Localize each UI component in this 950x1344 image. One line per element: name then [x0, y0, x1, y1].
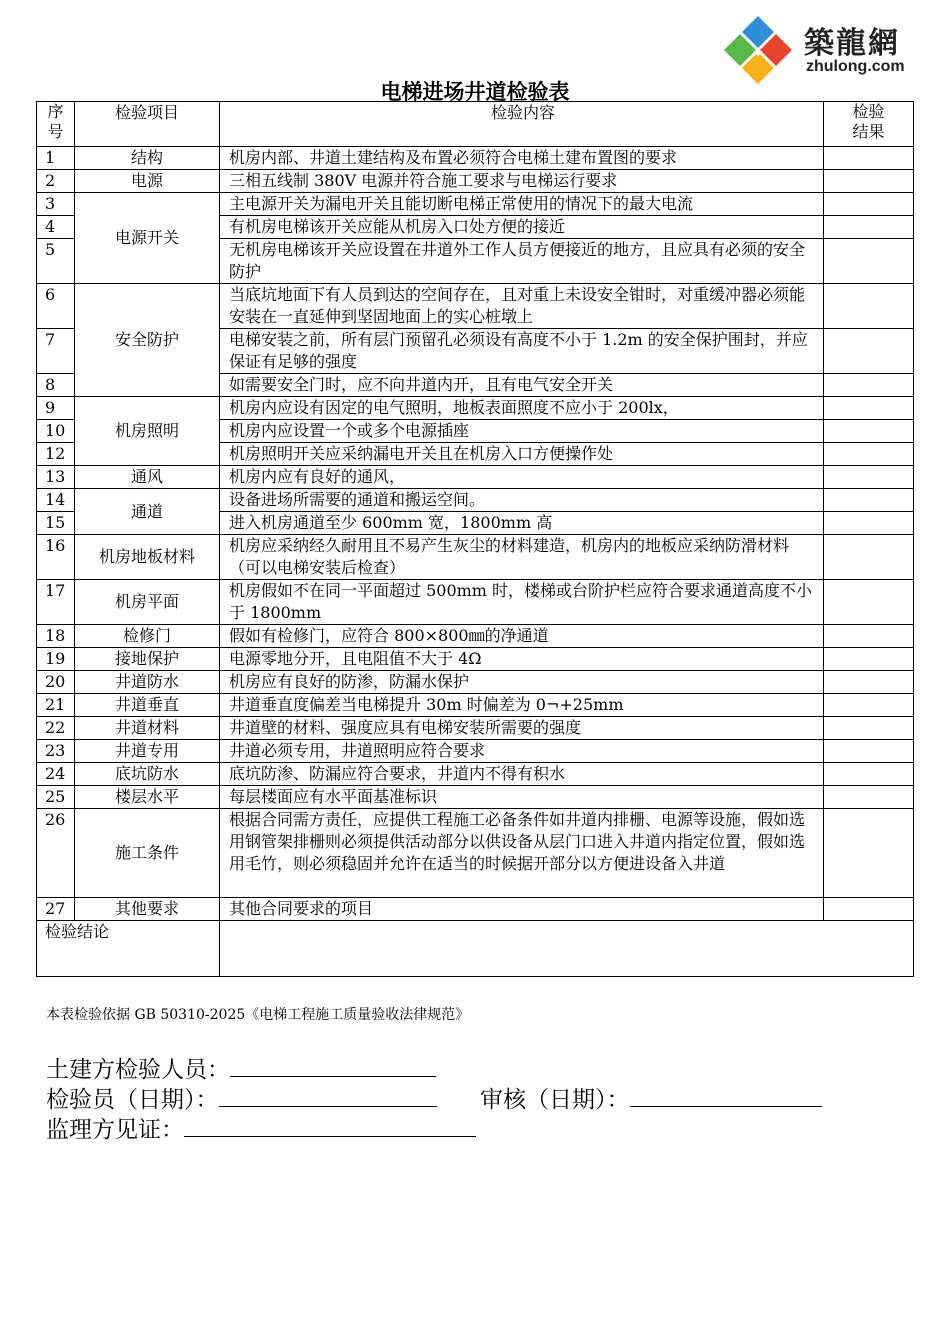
- inspection-result-cell[interactable]: [824, 239, 914, 284]
- table-row: [37, 535, 914, 580]
- inspection-content: 机房假如不在同一平面超过 500mm 时，楼梯或台阶护栏应符合要求通道高度不小于 1800mm: [220, 580, 824, 625]
- row-number: 22: [37, 717, 75, 740]
- inspection-content: 电梯安装之前，所有层门预留孔必须设有高度不小于 1.2m 的安全保护围封，并应保证有足够的强度: [220, 329, 824, 374]
- logo-site-text: zhulong.com: [806, 58, 905, 75]
- inspection-content: 有机房电梯该开关应能从机房入口处方便的接近: [220, 216, 824, 239]
- row-number: 7: [37, 329, 75, 374]
- supervisor-signature-field[interactable]: [184, 1114, 476, 1137]
- inspection-content: 三相五线制 380V 电源并符合施工要求与电梯运行要求: [220, 170, 824, 193]
- inspection-item: 机房平面: [75, 580, 220, 625]
- row-number: 13: [37, 466, 75, 489]
- review-date-signature-field[interactable]: [630, 1084, 822, 1107]
- row-number: 9: [37, 397, 75, 420]
- form-title: 电梯进场井道检验表: [380, 80, 570, 104]
- inspection-result-cell[interactable]: [824, 466, 914, 489]
- inspection-result-cell[interactable]: [824, 216, 914, 239]
- supervisor-line: [46, 1114, 476, 1145]
- table-row: [37, 763, 914, 786]
- table-row: [37, 786, 914, 809]
- inspection-item: 安全防护: [75, 284, 220, 397]
- row-number: 15: [37, 512, 75, 535]
- inspection-result-cell[interactable]: [824, 740, 914, 763]
- table-row: [37, 284, 914, 329]
- inspection-result-cell[interactable]: [824, 535, 914, 580]
- inspection-item: 接地保护: [75, 648, 220, 671]
- row-number: 27: [37, 898, 75, 921]
- row-number: 12: [37, 443, 75, 466]
- inspection-result-cell[interactable]: [824, 512, 914, 535]
- row-number: 21: [37, 694, 75, 717]
- review-date-line: [480, 1084, 822, 1115]
- header-item: 检验项目: [75, 102, 220, 147]
- inspection-item: 通道: [75, 489, 220, 535]
- inspection-content: 机房内应设置一个或多个电源插座: [220, 420, 824, 443]
- inspection-item: 结构: [75, 147, 220, 170]
- row-number: 26: [37, 809, 75, 898]
- header-content: 检验内容: [220, 102, 824, 147]
- inspection-content: 当底坑地面下有人员到达的空间存在，且对重上未设安全钳时，对重缓冲器必须能安装在一直延伸到坚固地面上的实心桩墩上: [220, 284, 824, 329]
- inspection-content: 机房内应有良好的通风，: [220, 466, 824, 489]
- civil-inspector-line: [46, 1054, 436, 1085]
- conclusion-row: [37, 921, 914, 977]
- zhulong-logo: [718, 12, 930, 86]
- inspection-content: 进入机房通道至少 600mm 宽，1800mm 高: [220, 512, 824, 535]
- inspection-item: 检修门: [75, 625, 220, 648]
- row-number: 4: [37, 216, 75, 239]
- table-row: [37, 397, 914, 420]
- table-row: [37, 466, 914, 489]
- row-number: 3: [37, 193, 75, 216]
- civil-inspector-signature-field[interactable]: [230, 1054, 436, 1077]
- inspection-result-cell[interactable]: [824, 284, 914, 329]
- table-row: [37, 580, 914, 625]
- header-result: 检验结果: [824, 102, 914, 147]
- inspection-item: 其他要求: [75, 898, 220, 921]
- inspection-result-cell[interactable]: [824, 671, 914, 694]
- table-row: [37, 193, 914, 216]
- inspection-item: 井道材料: [75, 717, 220, 740]
- review-date-label: 审核（日期）：: [480, 1087, 630, 1113]
- inspection-result-cell[interactable]: [824, 717, 914, 740]
- row-number: 24: [37, 763, 75, 786]
- header-no: 序号: [37, 102, 75, 147]
- row-number: 18: [37, 625, 75, 648]
- inspection-result-cell[interactable]: [824, 489, 914, 512]
- inspection-content: 假如有检修门，应符合 800×800㎜的净通道: [220, 625, 824, 648]
- inspection-content: 如需要安全门时，应不向井道内开，且有电气安全开关: [220, 374, 824, 397]
- inspection-item: 井道垂直: [75, 694, 220, 717]
- row-number: 8: [37, 374, 75, 397]
- inspection-result-cell[interactable]: [824, 694, 914, 717]
- inspector-date-label: 检验员（日期）：: [46, 1087, 219, 1113]
- inspection-item: 机房地板材料: [75, 535, 220, 580]
- inspection-content: 电源零地分开，且电阻值不大于 4Ω: [220, 648, 824, 671]
- inspection-content: 机房应有良好的防渗，防漏水保护: [220, 671, 824, 694]
- inspection-content: 每层楼面应有水平面基准标识: [220, 786, 824, 809]
- table-row: [37, 648, 914, 671]
- inspection-result-cell[interactable]: [824, 898, 914, 921]
- row-number: 19: [37, 648, 75, 671]
- inspection-item: 施工条件: [75, 809, 220, 898]
- inspection-item: 井道专用: [75, 740, 220, 763]
- pinwheel-logo-icon: [718, 12, 798, 86]
- table-row: [37, 147, 914, 170]
- inspector-date-signature-field[interactable]: [219, 1084, 437, 1107]
- table-row: [37, 489, 914, 512]
- row-number: 1: [37, 147, 75, 170]
- table-row: [37, 170, 914, 193]
- civil-inspector-label: 土建方检验人员：: [46, 1057, 230, 1083]
- inspection-result-cell[interactable]: [824, 763, 914, 786]
- header-row: [37, 102, 914, 147]
- inspection-content: 井道壁的材料、强度应具有电梯安装所需要的强度: [220, 717, 824, 740]
- inspection-content: 机房内部、井道土建结构及布置必须符合电梯土建布置图的要求: [220, 147, 824, 170]
- inspection-table-body: [37, 102, 914, 977]
- inspection-result-cell[interactable]: [824, 329, 914, 374]
- inspection-content: 井道必须专用，井道照明应符合要求: [220, 740, 824, 763]
- inspection-basis-note: 本表检验依据 GB 50310-2025《电梯工程施工质量验收法律规范》: [46, 1007, 470, 1023]
- inspection-content: 井道垂直度偏差当电梯提升 30m 时偏差为 0¬+25mm: [220, 694, 824, 717]
- inspection-table: [36, 101, 914, 977]
- inspection-result-cell[interactable]: [824, 193, 914, 216]
- inspection-item: 底坑防水: [75, 763, 220, 786]
- table-row: [37, 898, 914, 921]
- row-number: 25: [37, 786, 75, 809]
- inspection-content: 主电源开关为漏电开关且能切断电梯正常使用的情况下的最大电流: [220, 193, 824, 216]
- inspection-item: 通风: [75, 466, 220, 489]
- inspection-content: 无机房电梯该开关应设置在井道外工作人员方便接近的地方，且应具有必须的安全防护: [220, 239, 824, 284]
- row-number: 17: [37, 580, 75, 625]
- inspection-result-cell[interactable]: [824, 170, 914, 193]
- inspection-result-cell[interactable]: [824, 625, 914, 648]
- inspection-content: 设备进场所需要的通道和搬运空间。: [220, 489, 824, 512]
- inspection-result-cell[interactable]: [824, 147, 914, 170]
- inspection-content: 其他合同要求的项目: [220, 898, 824, 921]
- row-number: 14: [37, 489, 75, 512]
- table-row: [37, 625, 914, 648]
- inspection-content: 底坑防渗、防漏应符合要求，井道内不得有积水: [220, 763, 824, 786]
- inspection-result-cell[interactable]: [824, 809, 914, 898]
- inspection-item: 井道防水: [75, 671, 220, 694]
- inspection-content: 机房应采纳经久耐用且不易产生灰尘的材料建造，机房内的地板应采纳防滑材料（可以电梯安装后检查）: [220, 535, 824, 580]
- inspection-item: 电源开关: [75, 193, 220, 284]
- inspection-result-cell[interactable]: [824, 397, 914, 420]
- row-number: 10: [37, 420, 75, 443]
- table-row: [37, 740, 914, 763]
- inspection-content: 机房内应设有因定的电气照明，地板表面照度不应小于 200lx，: [220, 397, 824, 420]
- inspection-result-cell[interactable]: [824, 420, 914, 443]
- inspection-result-cell[interactable]: [824, 786, 914, 809]
- table-row: [37, 694, 914, 717]
- row-number: 20: [37, 671, 75, 694]
- inspection-item: 机房照明: [75, 397, 220, 466]
- row-number: 16: [37, 535, 75, 580]
- inspection-content: 根据合同需方责任，应提供工程施工必备条件如井道内排栅、电源等设施，假如选用钢管架排栅则必须提供活动部分以供设备从层门口进入井道内指定位置，假如选用毛竹，则必须稳固并允许在适当的时候据开部分以方便进设备入井道: [220, 809, 824, 898]
- conclusion-field[interactable]: [220, 921, 914, 977]
- inspection-result-cell[interactable]: [824, 580, 914, 625]
- row-number: 2: [37, 170, 75, 193]
- supervisor-label: 监理方见证：: [46, 1117, 184, 1143]
- inspection-content: 机房照明开关应采纳漏电开关且在机房入口方便操作处: [220, 443, 824, 466]
- inspection-item: 楼层水平: [75, 786, 220, 809]
- row-number: 6: [37, 284, 75, 329]
- inspection-result-cell[interactable]: [824, 443, 914, 466]
- logo-chinese-text: 築龍網: [804, 26, 900, 61]
- table-row: [37, 717, 914, 740]
- conclusion-label: 检验结论: [37, 921, 220, 977]
- table-row: [37, 671, 914, 694]
- inspector-date-line: [46, 1084, 437, 1115]
- table-row: [37, 809, 914, 898]
- inspection-item: 电源: [75, 170, 220, 193]
- inspection-result-cell[interactable]: [824, 374, 914, 397]
- row-number: 5: [37, 239, 75, 284]
- row-number: 23: [37, 740, 75, 763]
- inspection-result-cell[interactable]: [824, 648, 914, 671]
